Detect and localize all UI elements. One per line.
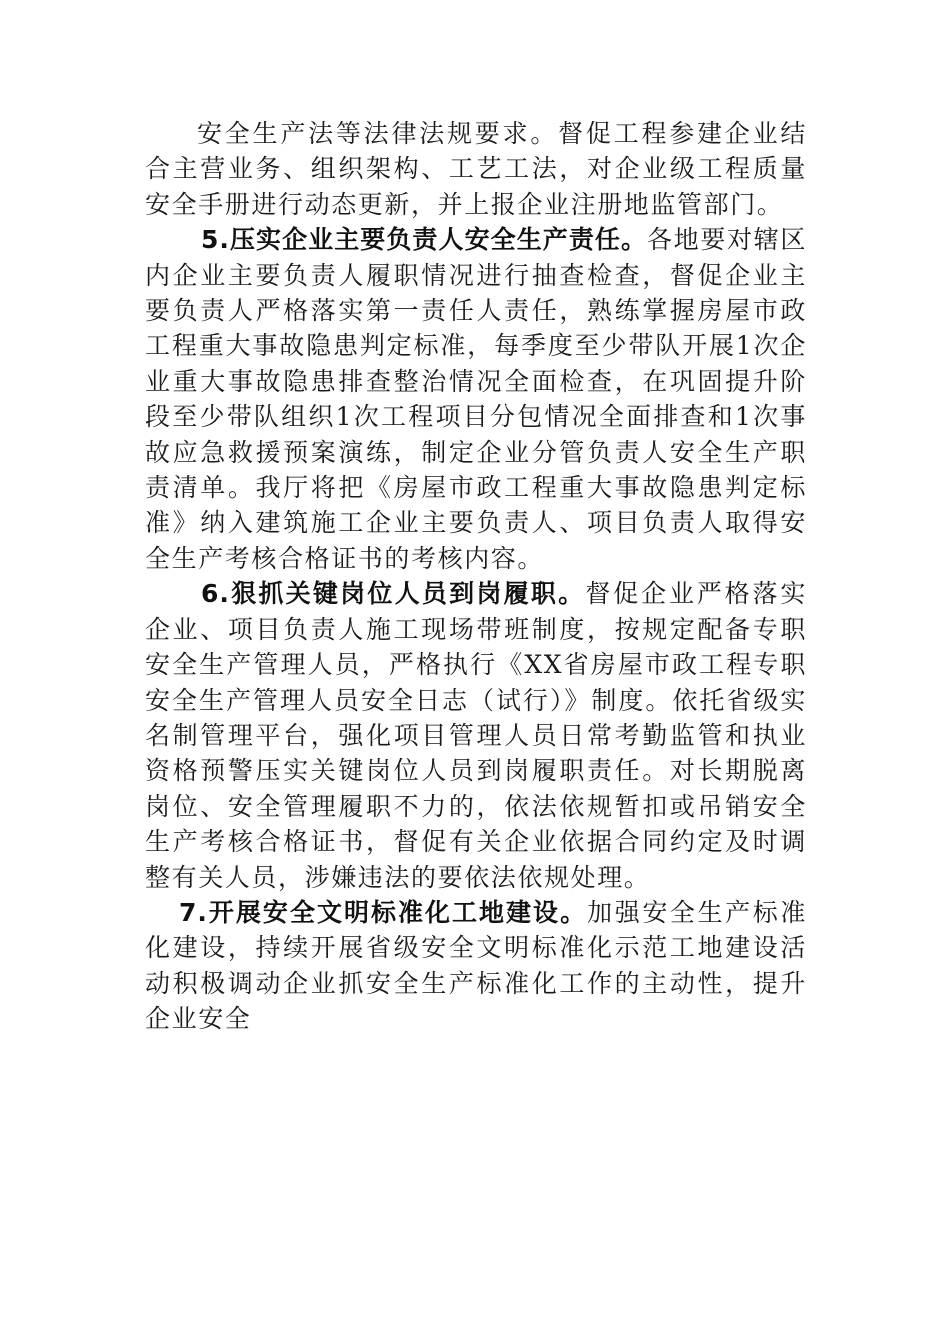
paragraph-6 bbox=[145, 576, 807, 895]
paragraph-5-body: 各地要对辖区内企业主要负责人履职情况进行抽查检查，督促企业主要负责人严格落实第一责任人责任，熟练掌握房屋市政工程重大事故隐患判定标准，每季度至少带队开展1次企业重大事故隐患排查整治情况全面检查，在巩固提升阶段至少带队组织1次工程项目分包情况全面排查和1次事故应急救援预案演练，制定企业分管负责人安全生产职责清单。我厅将把《房屋市政工程重大事故隐患判定标准》纳入建筑施工企业主要负责人、项目负责人取得安全生产考核合格证书的考核内容。 bbox=[145, 225, 807, 573]
document-body bbox=[145, 116, 807, 1037]
paragraph-1 bbox=[145, 116, 807, 222]
paragraph-5 bbox=[145, 222, 807, 576]
paragraph-7 bbox=[145, 895, 807, 1037]
paragraph-6-body: 督促企业严格落实企业、项目负责人施工现场带班制度，按规定配备专职安全生产管理人员，严格执行《XX省房屋市政工程专职安全生产管理人员安全日志（试行）》制度。依托省级实名制管理平台，强化项目管理人员日常考勤监管和执业资格预警压实关键岗位人员到岗履职责任。对长期脱离岗位、安全管理履职不力的，依法依规暂扣或吊销安全生产考核合格证书，督促有关企业依据合同约定及时调整有关人员，涉嫌违法的要依法依规处理。 bbox=[145, 579, 807, 892]
paragraph-7-body: 加强安全生产标准化建设，持续开展省级安全文明标准化示范工地建设活动积极调动企业抓安全生产标准化工作的主动性，提升企业安全 bbox=[145, 897, 807, 1034]
section-7-heading: 7.开展安全文明标准化工地建设。 bbox=[179, 897, 588, 927]
section-5-heading: 5.压实企业主要负责人安全生产责任。 bbox=[201, 225, 648, 255]
section-6-heading: 6.狠抓关键岗位人员到岗履职。 bbox=[201, 579, 586, 609]
paragraph-1-body: 安全生产法等法律法规要求。督促工程参建企业结合主营业务、组织架构、工艺工法，对企业级工程质量安全手册进行动态更新，并上报企业注册地监管部门。 bbox=[145, 119, 807, 219]
